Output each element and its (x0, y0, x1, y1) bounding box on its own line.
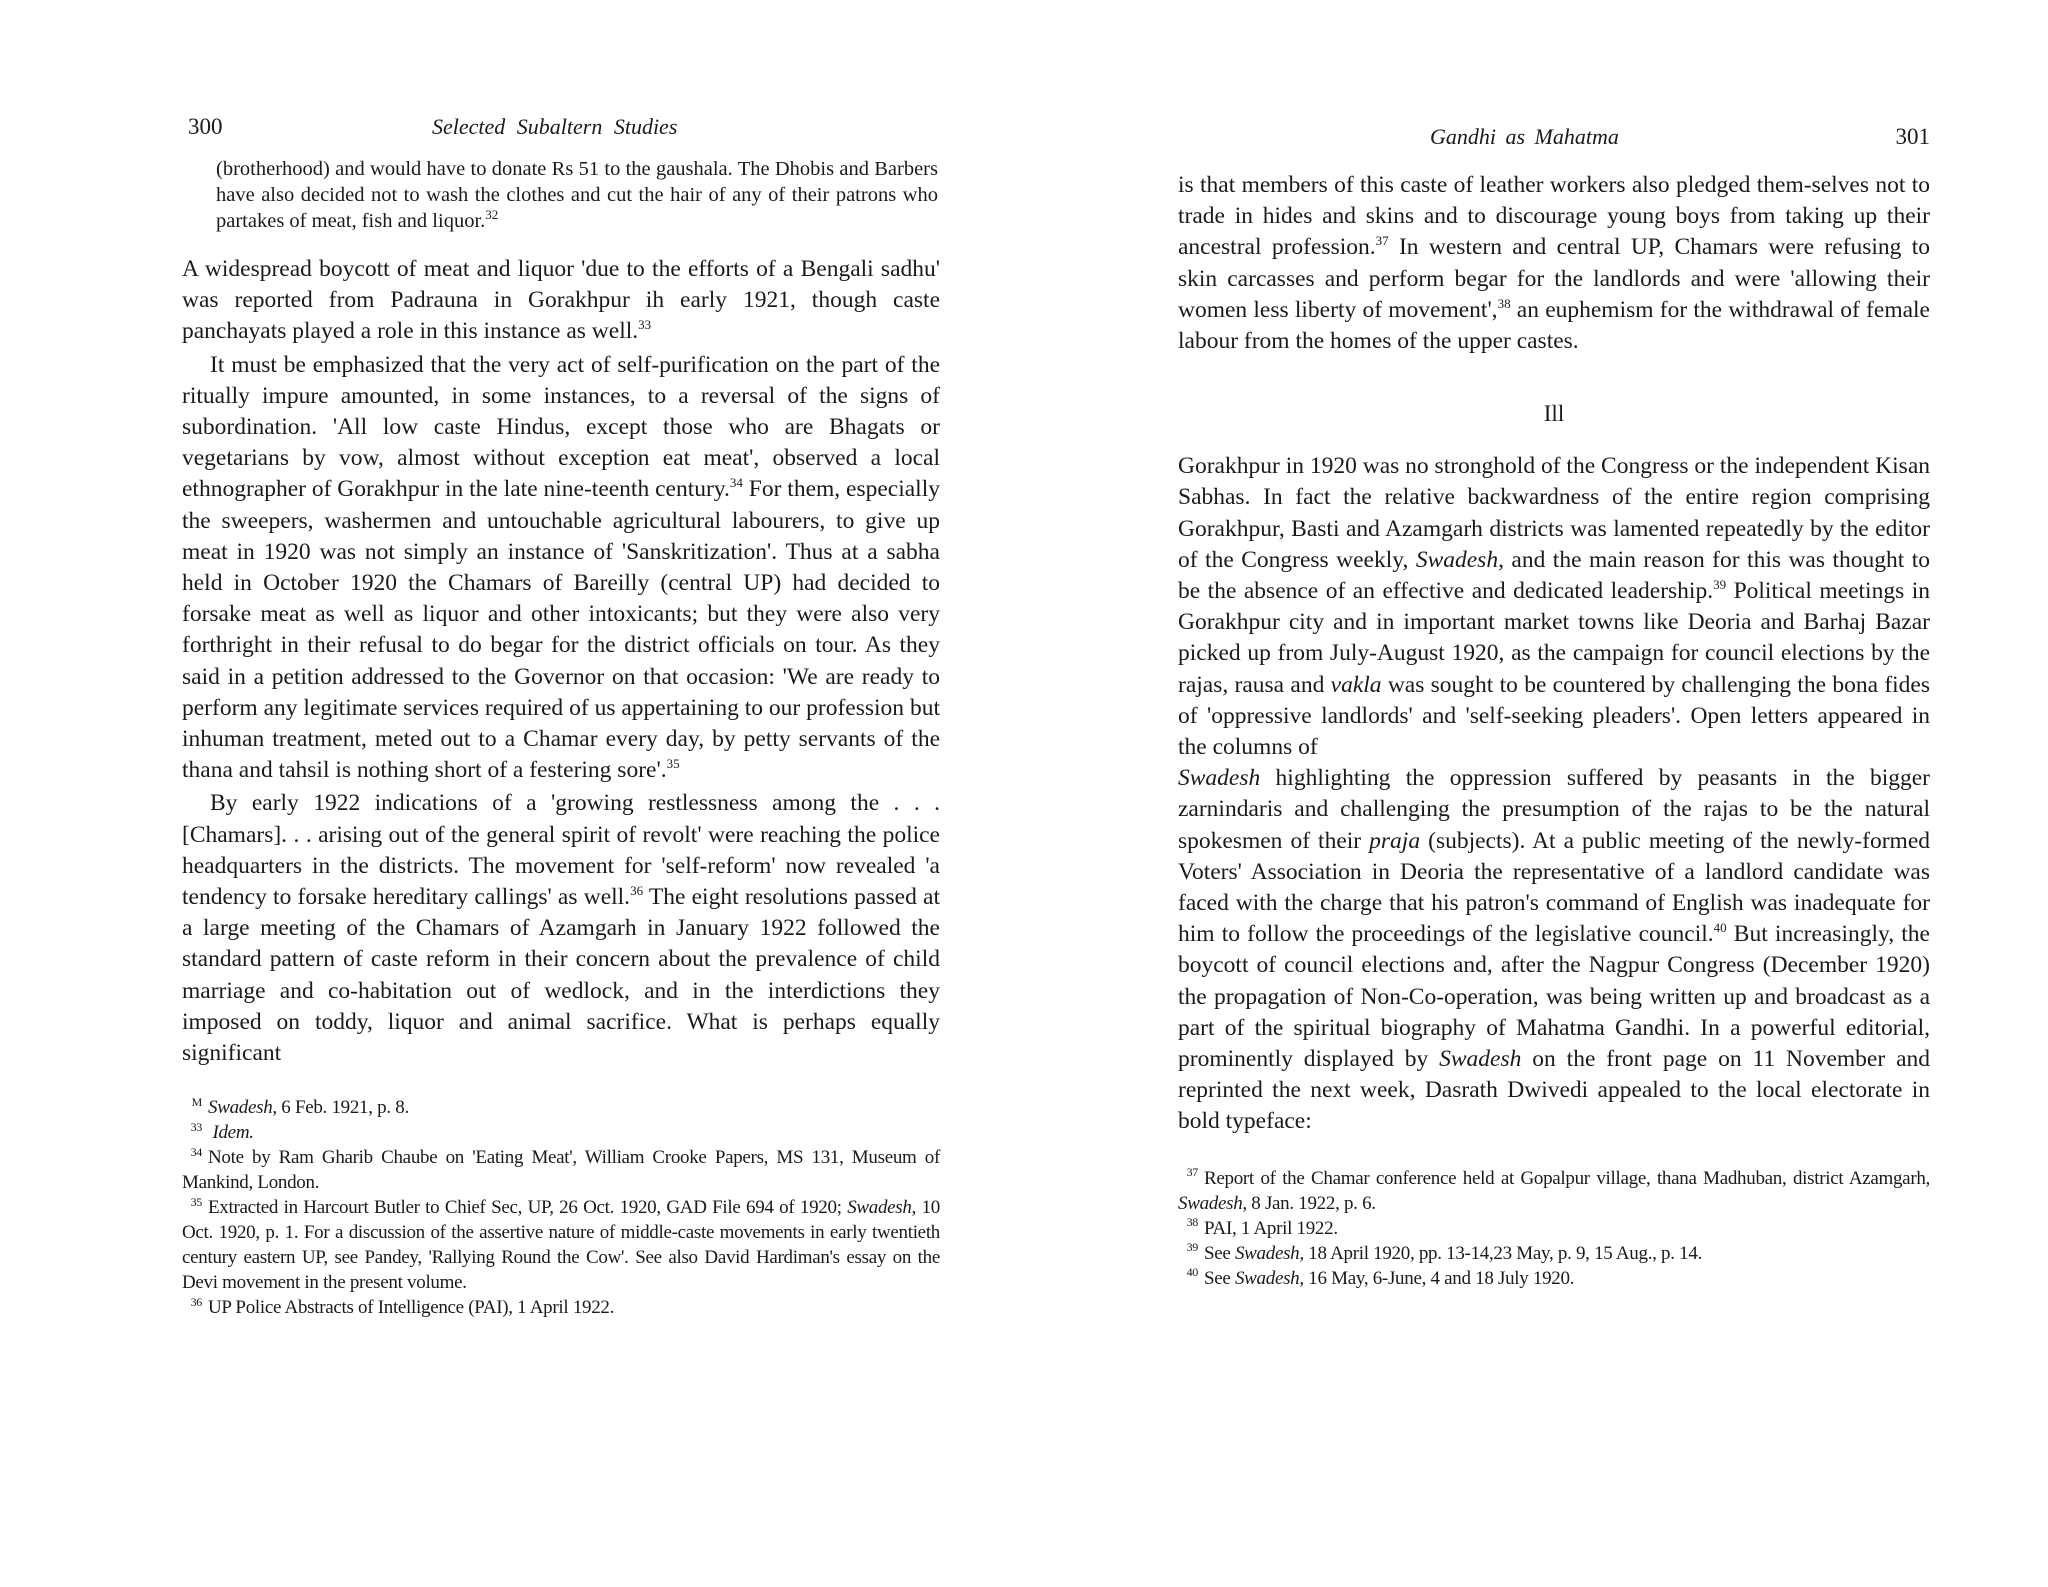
section-italic: Swadesh, (1415, 546, 1504, 573)
section-text: But increasingly, the boycott of council elections and, after the Nagpur Congress (December 1920) the propagation of Non-Co-operation, was being written up and broadcast as a part of the spiritual biography of Mahatma Gandhi. In a powerful editorial, prominently displayed by (1178, 921, 1930, 1073)
note-ref-39: 39 (1713, 577, 1727, 593)
section-paragraph (1178, 451, 1930, 1137)
note-ref-33: 33 (638, 317, 652, 333)
continuation-text-c: an euphemism for the withdrawal of female labour from the homes of the upper castes. (1178, 296, 1930, 355)
continuation-paragraph (1178, 170, 1930, 357)
section-italic: praja (1369, 827, 1421, 854)
paragraph-3 (182, 788, 940, 1069)
section-text: and the main reason for this was thought to be the absence of an effective and dedicated leadership. (1178, 546, 1931, 605)
page-number-left: 300 (188, 114, 223, 139)
paragraph-1 (182, 254, 940, 348)
section-heading: Ill (1543, 401, 1565, 427)
footnote-source: Swadesh, (208, 1097, 277, 1119)
section-text: (subjects). At a public meeting of the newly-formed Voters' Association in Deoria the representative of a landlord candidate was faced with the charge that his patron's command of English was inadequate for him to follow the proceedings of the legislative council. (1178, 827, 1930, 948)
footnote-source: Swadesh, (1234, 1242, 1304, 1264)
footnote-source: Swadesh, (1234, 1267, 1304, 1289)
footnote-text: 18 April 1920, pp. 13-14,23 May, p. 9, 15 Aug., p. 14. (1303, 1242, 1702, 1264)
paragraph-2-text-b: For them, especially the sweepers, washermen and untouchable agricultural labourers, to give up meat in 1920 was not simply an instance of 'Sanskritization'. Thus at a sabha held in October 1920 the Chamars of Bareilly (central UP) had decided to forsake meat as well as liquor and other intoxicants; but they were also very forthright in their refusal to do begar for the district officials on tour. As they said in a petition addressed to the Governor on that occasion: 'We are ready to perform any legitimate services required of us appertaining to our profession but inhuman treatment, meted out to a Chamar every day, by petty servants of the thana and tahsil is nothing short of a festering sore'. (182, 476, 940, 784)
continuation-text-a: is that members of this caste of leather workers also pledged them-selves not to trade in hides and skins and to discourage young boys from taking up their ancestral profession. (1178, 172, 1930, 261)
footnote-text: UP Police Abstracts of Intelligence (PAI), 1 April 1922. (208, 1297, 615, 1319)
note-ref-38: 38 (1497, 295, 1511, 311)
footnote-text: 8 Jan. 1922, p. 6. (1246, 1192, 1376, 1214)
footnote-39: 39 See Swadesh, 18 April 1920, pp. 13-14,23 May, p. 9, 15 Aug., p. 14. (1186, 1240, 1702, 1264)
section-italic: Swadesh (1178, 765, 1261, 792)
continuation-text-b: In western and central UP, Chamars were refusing to skin carcasses and perform begar for the landlords and were 'allowing their women less liberty of movement', (1178, 234, 1930, 323)
page-number-right: 301 (1895, 124, 1930, 149)
paragraph-2-text-a: It must be emphasized that the very act of self-purification on the part of the ritually impure amounted, in some instances, to a reversal of the signs of subordination. 'All low caste Hindus, except those who are Bhagats or vegetarians by vow, almost without exception eat meat', observed a local ethnographer of Gorakhpur in the late nine-teenth century. (182, 351, 940, 503)
note-ref-34: 34 (729, 475, 743, 491)
footnotes-right (1178, 1166, 1930, 1291)
footnote-text: 10 Oct. 1920, p. 1. For a discussion of the assertive nature of middle-caste movements in early twentieth century eastern UP, see Pandey, 'Rallying Round the Cow'. See also David Hardiman's essay on the Devi movement in the present volume. (182, 1197, 940, 1294)
footnote-source: Swadesh, (847, 1197, 917, 1219)
paragraph-1-text: A widespread boycott of meat and liquor 'due to the efforts of a Bengali sadhu' was reported from Padrauna in Gorakhpur ih early 1921, though caste panchayats played a role in this instance as well. (182, 256, 940, 345)
left-running-head (182, 114, 940, 154)
footnote-text-before: Report of the Chamar conference held at Gopalpur village, thana Madhuban, district Azamgarh, (1204, 1167, 1930, 1189)
section-text: on the front page on 11 November and reprinted the next week, Dasrath Dwivedi appealed to the local electorate in bold typeface: (1178, 1046, 1931, 1135)
footnote-32: M Swadesh, 6 Feb. 1921, p. 8. (191, 1094, 409, 1119)
footnote-35: 35 Extracted in Harcourt Butler to Chief Sec, UP, 26 Oct. 1920, GAD File 694 of 1920; Swadesh, 10 Oct. 1920, p. 1. For a discussion of the assertive nature of middle-caste movements in early twentieth century eastern UP, see Pandey, 'Rallying Round the Cow'. See also David Hardiman's essay on the Devi movement in the present volume. (182, 1194, 940, 1294)
paragraph-3-text-b: The eight resolutions passed at a large meeting of the Chamars of Azamgarh in January 1922 followed the standard pattern of caste reform in their concern about the prevalence of child marriage and co-habitation out of wedlock, and in the interdictions they imposed on toddy, liquor and animal sacrifice. What is perhaps equally significant (182, 884, 940, 1067)
section-text: highlighting the oppression suffered by peasants in the bigger zarnindaris and challenging the presumption of the rajas to be the natural spokesmen of their (1178, 765, 1930, 854)
note-ref-37: 37 (1375, 233, 1389, 249)
section-text: Gorakhpur in 1920 was no stronghold of the Congress or the independent Kisan Sabhas. In fact the relative backwardness of the entire region comprising Gorakhpur, Basti and Azamgarh districts was lamented repeatedly by the editor of the Congress weekly, (1178, 453, 1930, 573)
section-text: Political meetings in Gorakhpur city and in important market towns like Deoria and Barhaj Bazar picked up from July-August 1920, as the campaign for council elections by the rajas, rausa and (1178, 578, 1930, 698)
footnote-source: Swadesh, (1178, 1192, 1247, 1214)
footnote-40: 40 See Swadesh, 16 May, 6-June, 4 and 18 July 1920. (1186, 1265, 1575, 1289)
footnote-text: Note by Ram Gharib Chaube on 'Eating Meat', William Crooke Papers, MS 131, Museum of Mankind, London. (182, 1147, 940, 1194)
paragraph-3-text-a: By early 1922 indications of a 'growing restlessness among the . . . [Chamars]. . . arising out of the general spirit of revolt' were reaching the police headquarters in the districts. The movement for 'self-reform' now revealed 'a tendency to forsake hereditary callings' as well. (182, 790, 940, 911)
footnote-text-before: Extracted in Harcourt Butler to Chief Sec, UP, 26 Oct. 1920, GAD File 694 of 1920; (208, 1197, 848, 1219)
footnotes-left (182, 1095, 940, 1320)
note-ref-36: 36 (630, 883, 644, 899)
right-page (1178, 0, 1930, 1291)
footnote-33: 33 Idem. (190, 1119, 254, 1144)
footnote-text: 6 Feb. 1921, p. 8. (276, 1097, 409, 1119)
footnote-34: 34 Note by Ram Gharib Chaube on 'Eating Meat', William Crooke Papers, MS 131, Museum of Mankind, London. (182, 1144, 940, 1194)
note-ref-32: 32 (485, 207, 499, 223)
left-page (182, 0, 940, 1320)
footnote-38: 38 PAI, 1 April 1922. (1186, 1215, 1338, 1239)
running-title-right: Gandhi as Mahatma (1430, 124, 1619, 149)
paragraph-2 (182, 350, 940, 787)
block-quote (216, 156, 938, 234)
note-ref-40: 40 (1713, 920, 1727, 936)
block-quote-text: (brotherhood) and would have to donate Rs 51 to the gaushala. The Dhobis and Barbers have also decided not to wash the clothes and cut the hair of any of their patrons who partakes of meat, fish and liquor. (216, 158, 938, 232)
section-italic: Swadesh (1439, 1046, 1522, 1073)
footnote-37: 37 Report of the Chamar conference held at Gopalpur village, thana Madhuban, district Azamgarh, Swadesh, 8 Jan. 1922, p. 6. (1178, 1165, 1930, 1214)
footnote-text-before: See (1204, 1267, 1235, 1289)
footnote-text: 16 May, 6-June, 4 and 18 July 1920. (1303, 1267, 1575, 1289)
footnote-text: PAI, 1 April 1922. (1204, 1217, 1338, 1239)
running-title-left: Selected Subaltern Studies (432, 114, 678, 139)
section-italic: vakla (1330, 671, 1382, 698)
footnote-36: 36 UP Police Abstracts of Intelligence (PAI), 1 April 1922. (190, 1294, 615, 1319)
section-text: was sought to be countered by challenging the bona fides of 'oppressive landlords' and 'self-seeking pleaders'. Open letters appeared in the columns of (1178, 671, 1931, 761)
footnote-text-before: See (1204, 1242, 1235, 1264)
footnote-source: Idem. (212, 1122, 254, 1144)
note-ref-35: 35 (666, 756, 680, 772)
right-running-head (1178, 124, 1930, 164)
